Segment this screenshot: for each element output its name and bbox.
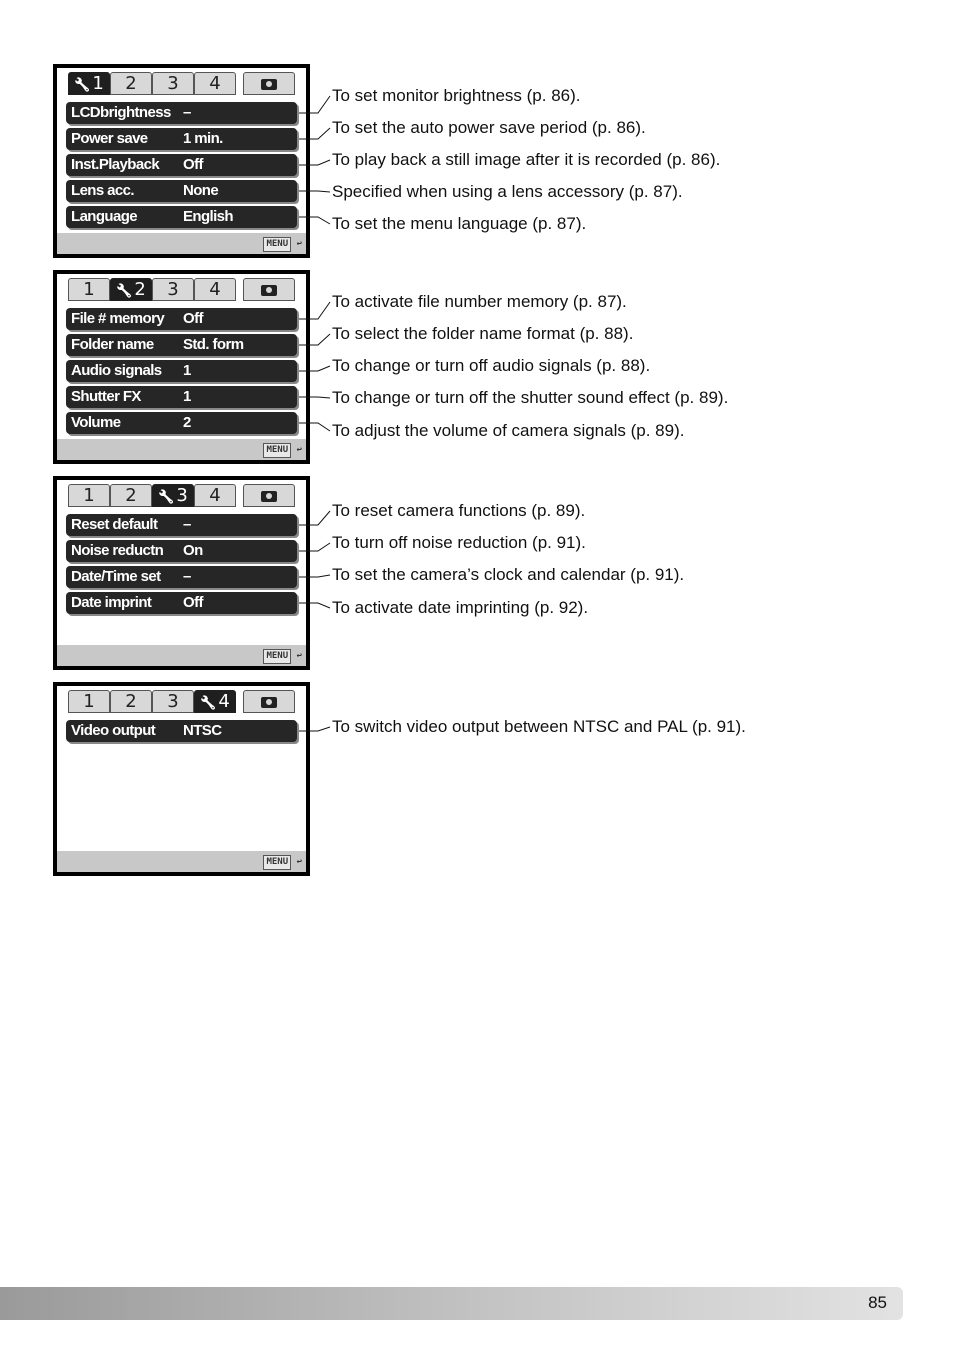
callout-text: To set the auto power save period (p. 86). <box>332 118 646 137</box>
menu-row-value: None <box>183 182 219 199</box>
page-footer-bar <box>0 1287 903 1320</box>
callout-text: To play back a still image after it is recorded (p. 86). <box>332 150 721 169</box>
tab-label: 4 <box>209 279 221 300</box>
menu-row-value: – <box>183 516 191 533</box>
menu-row-label: Lens acc. <box>71 182 134 199</box>
callout-text: To activate date imprinting (p. 92). <box>332 598 589 617</box>
menu-row-value: English <box>183 208 233 225</box>
leader-line <box>299 603 330 608</box>
menu-row-label: Date imprint <box>71 594 152 611</box>
return-arrow-icon: ↩ <box>291 239 302 249</box>
leader-line <box>299 302 330 319</box>
tab-label: 3 <box>167 691 179 712</box>
callout-text: To change or turn off the shutter sound effect (p. 89). <box>332 388 729 407</box>
page-number: 85 <box>868 1293 887 1312</box>
leader-line <box>299 217 330 224</box>
tab-label: 1 <box>92 73 104 94</box>
menu-row-value: Std. form <box>183 336 244 353</box>
leader-line <box>299 423 330 431</box>
callout-text: To activate file number memory (p. 87). <box>332 292 627 311</box>
menu-row-label: File # memory <box>71 310 165 327</box>
menu-row-label: Shutter FX <box>71 388 141 405</box>
tab-label: 1 <box>83 279 95 300</box>
callout-text: To set the menu language (p. 87). <box>332 214 587 233</box>
callout-text: To turn off noise reduction (p. 91). <box>332 533 586 552</box>
menu-row-label: Inst.Playback <box>71 156 160 173</box>
menu-button-label: MENU <box>263 649 291 664</box>
menu-row-value: Off <box>183 310 203 327</box>
menu-row-value: NTSC <box>183 722 222 739</box>
tab-label: 2 <box>125 485 137 506</box>
callout-text: To change or turn off audio signals (p. 88). <box>332 356 651 375</box>
wrench-icon: 🔧 <box>200 696 217 711</box>
return-arrow-icon: ↩ <box>291 445 302 455</box>
leader-line <box>299 543 330 551</box>
menu-row-value: 1 <box>183 362 191 379</box>
menu-row-label: Date/Time set <box>71 568 161 585</box>
leader-line <box>299 366 330 371</box>
callout-text: To adjust the volume of camera signals (p. 89). <box>332 421 685 440</box>
tab-label: 1 <box>83 691 95 712</box>
callout-text: To set the camera’s clock and calendar (p. 91). <box>332 565 685 584</box>
tab-label: 1 <box>83 485 95 506</box>
leader-line <box>299 334 330 345</box>
leader-line <box>299 511 330 525</box>
tab-label: 4 <box>209 73 221 94</box>
menu-row-label: Video output <box>71 722 156 739</box>
leader-line <box>299 96 330 113</box>
wrench-icon: 🔧 <box>116 284 133 299</box>
leader-line <box>299 191 330 192</box>
menu-row-value: On <box>183 542 203 559</box>
menu-row-label: Volume <box>71 414 121 431</box>
leader-line <box>299 397 330 398</box>
menu-row-value: Off <box>183 156 203 173</box>
menu-row-value: 1 <box>183 388 191 405</box>
menu-button-label: MENU <box>263 855 291 870</box>
callout-text: To set monitor brightness (p. 86). <box>332 86 581 105</box>
tab-label: 4 <box>218 691 230 712</box>
menu-button-label: MENU <box>263 443 291 458</box>
tab-label: 3 <box>167 73 179 94</box>
leader-line <box>299 727 330 731</box>
menu-row-label: LCDbrightness <box>71 104 171 121</box>
menu-row-label: Language <box>71 208 138 225</box>
tab-label: 4 <box>209 485 221 506</box>
wrench-icon: 🔧 <box>158 490 175 505</box>
tab-label: 2 <box>125 73 137 94</box>
menu-row-label: Power save <box>71 130 148 147</box>
menu-row-label: Noise reductn <box>71 542 164 559</box>
tab-label: 3 <box>167 279 179 300</box>
return-arrow-icon: ↩ <box>291 651 302 661</box>
callout-text: To select the folder name format (p. 88). <box>332 324 634 343</box>
menu-row-label: Reset default <box>71 516 158 533</box>
menu-row-value: 1 min. <box>183 130 223 147</box>
wrench-icon: 🔧 <box>74 78 91 93</box>
menu-row-label: Audio signals <box>71 362 162 379</box>
menu-row-value: – <box>183 104 191 121</box>
callout-text: Specified when using a lens accessory (p. 87). <box>332 182 683 201</box>
menu-button-label: MENU <box>263 237 291 252</box>
leader-line <box>299 575 330 577</box>
menu-row-label: Folder name <box>71 336 154 353</box>
return-arrow-icon: ↩ <box>291 857 302 867</box>
menu-row-value: Off <box>183 594 203 611</box>
menu-row-value: – <box>183 568 191 585</box>
menu-row-value: 2 <box>183 414 191 431</box>
leader-line <box>299 128 330 139</box>
tab-label: 3 <box>176 485 188 506</box>
tab-label: 2 <box>125 691 137 712</box>
callout-text: To switch video output between NTSC and PAL (p. 91). <box>332 717 746 736</box>
tab-label: 2 <box>134 279 146 300</box>
callout-text: To reset camera functions (p. 89). <box>332 501 586 520</box>
leader-line <box>299 160 330 165</box>
